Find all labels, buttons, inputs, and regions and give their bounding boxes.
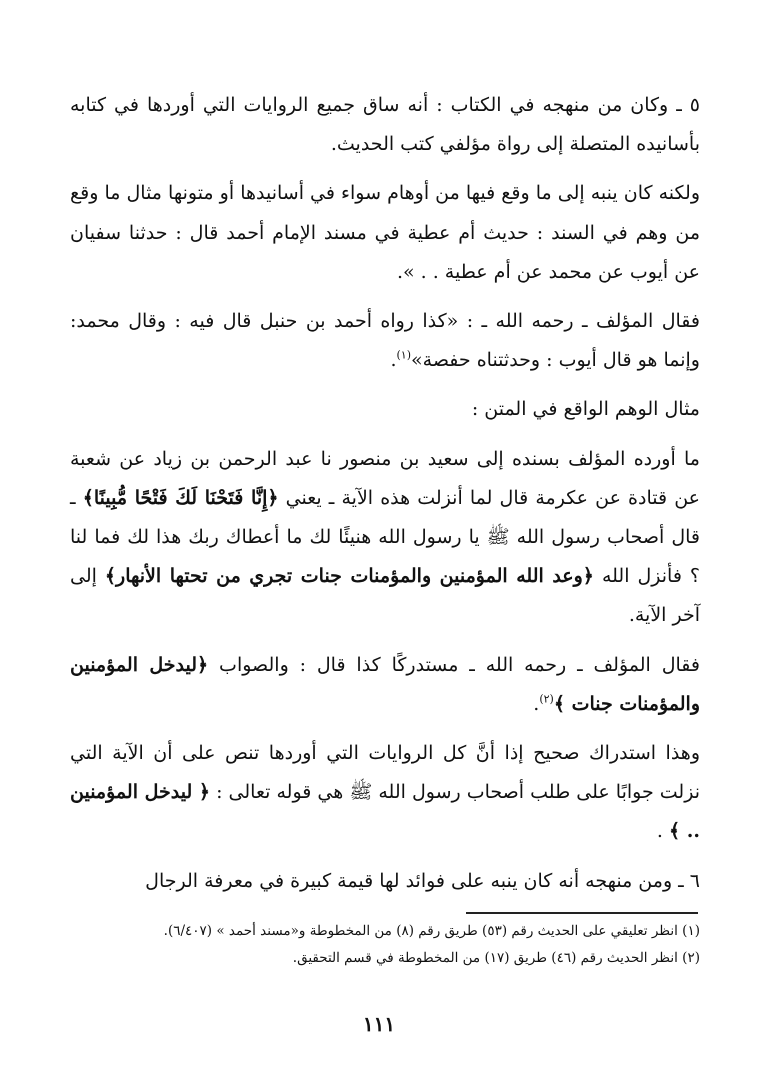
footnote-divider	[466, 912, 698, 914]
paragraph-text: ـ قال أصحاب رسول الله ﷺ يا رسول الله هنيئًا لك ما أعطاك ربك هذا لك فما لنا ؟ فأنزل الله	[70, 486, 700, 588]
paragraph-text: فقال المؤلف ـ رحمه الله ـ مستدركًا كذا قال : والصواب	[208, 653, 700, 676]
paragraph-6-intro	[70, 862, 700, 901]
main-text	[70, 86, 700, 911]
paragraph-matn-example	[70, 440, 700, 636]
footnote-reference-2: (٢)	[539, 692, 554, 706]
paragraph-valid-correction	[70, 734, 700, 852]
paragraph-author-correction-1	[70, 302, 700, 380]
paragraph-end: .	[390, 349, 397, 372]
footnote-reference-1: (١)	[396, 348, 412, 362]
footnote-2: (٢) انظر الحديث رقم (٤٦) طريق (١٧) من المخطوطة في قسم التحقيق.	[292, 950, 700, 966]
quran-verse: ﴿وعد الله المؤمنين والمؤمنات جنات تجري من تحتها الأنهار﴾	[104, 565, 594, 588]
paragraph-text: ولكنه كان ينبه إلى ما وقع فيها من أوهام سواء في أسانيدها أو متونها مثال ما وقع من وهم في السند : حديث أم عطية في مسند الإمام أحمد قال : حدثنا سفيان عن أيوب عن محمد عن أم عطية . . ».	[70, 182, 700, 283]
paragraph-text: مثال الوهم الواقع في المتن :	[471, 398, 700, 421]
paragraph-sanad-example	[70, 174, 700, 292]
paragraph-text: إلى آخر الآية.	[70, 565, 700, 627]
paragraph-end: .	[533, 692, 540, 715]
paragraph-text: ٦ ـ ومن منهجه أنه كان ينبه على فوائد لها قيمة كبيرة في معرفة الرجال	[145, 869, 700, 892]
paragraph-end: .	[656, 820, 670, 843]
paragraph-5-intro	[70, 86, 700, 164]
footnote-1: (١) انظر تعليقي على الحديث رقم (٥٣) طريق رقم (٨) من المخطوطة و«مسند أحمد » (٦/٤٠٧).	[163, 923, 700, 939]
paragraph-text: ما أورده المؤلف بسنده إلى سعيد بن منصور نا عبد الرحمن بن زياد عن شعبة عن قتادة عن عكرمة قال لما أنزلت هذه الآية ـ يعني	[70, 447, 700, 509]
quran-verse: ﴿ليدخل المؤمنين والمؤمنات جنات ﴾	[70, 653, 700, 715]
quran-verse: ﴿ ليدخل المؤمنين .. ﴾	[70, 781, 700, 843]
paragraph-text: وهذا استدراك صحيح إذا أنَّ كل الروايات التي أوردها تنص على أن الآية التي نزلت جوابًا على طلب أصحاب رسول الله ﷺ هي قوله تعالى :	[70, 742, 700, 804]
footnotes	[70, 918, 700, 972]
paragraph-text: فقال المؤلف ـ رحمه الله ـ : «كذا رواه أحمد بن حنبل قال فيه : وقال محمد: وإنما هو قال أيوب : وحدثتناه حفصة»	[70, 310, 700, 372]
paragraph-matn-heading	[70, 390, 700, 429]
paragraph-text: ٥ ـ وكان من منهجه في الكتاب : أنه ساق جميع الروايات التي أوردها في كتابه بأسانيده المتصلة إلى رواة مؤلفي كتب الحديث.	[70, 94, 700, 156]
paragraph-author-correction-2	[70, 646, 700, 724]
quran-verse: ﴿إِنَّا فَتَحْنَا لَكَ فَتْحًا مُّبِينًا﴾	[82, 486, 279, 509]
page-number: ١١١	[362, 1012, 396, 1036]
